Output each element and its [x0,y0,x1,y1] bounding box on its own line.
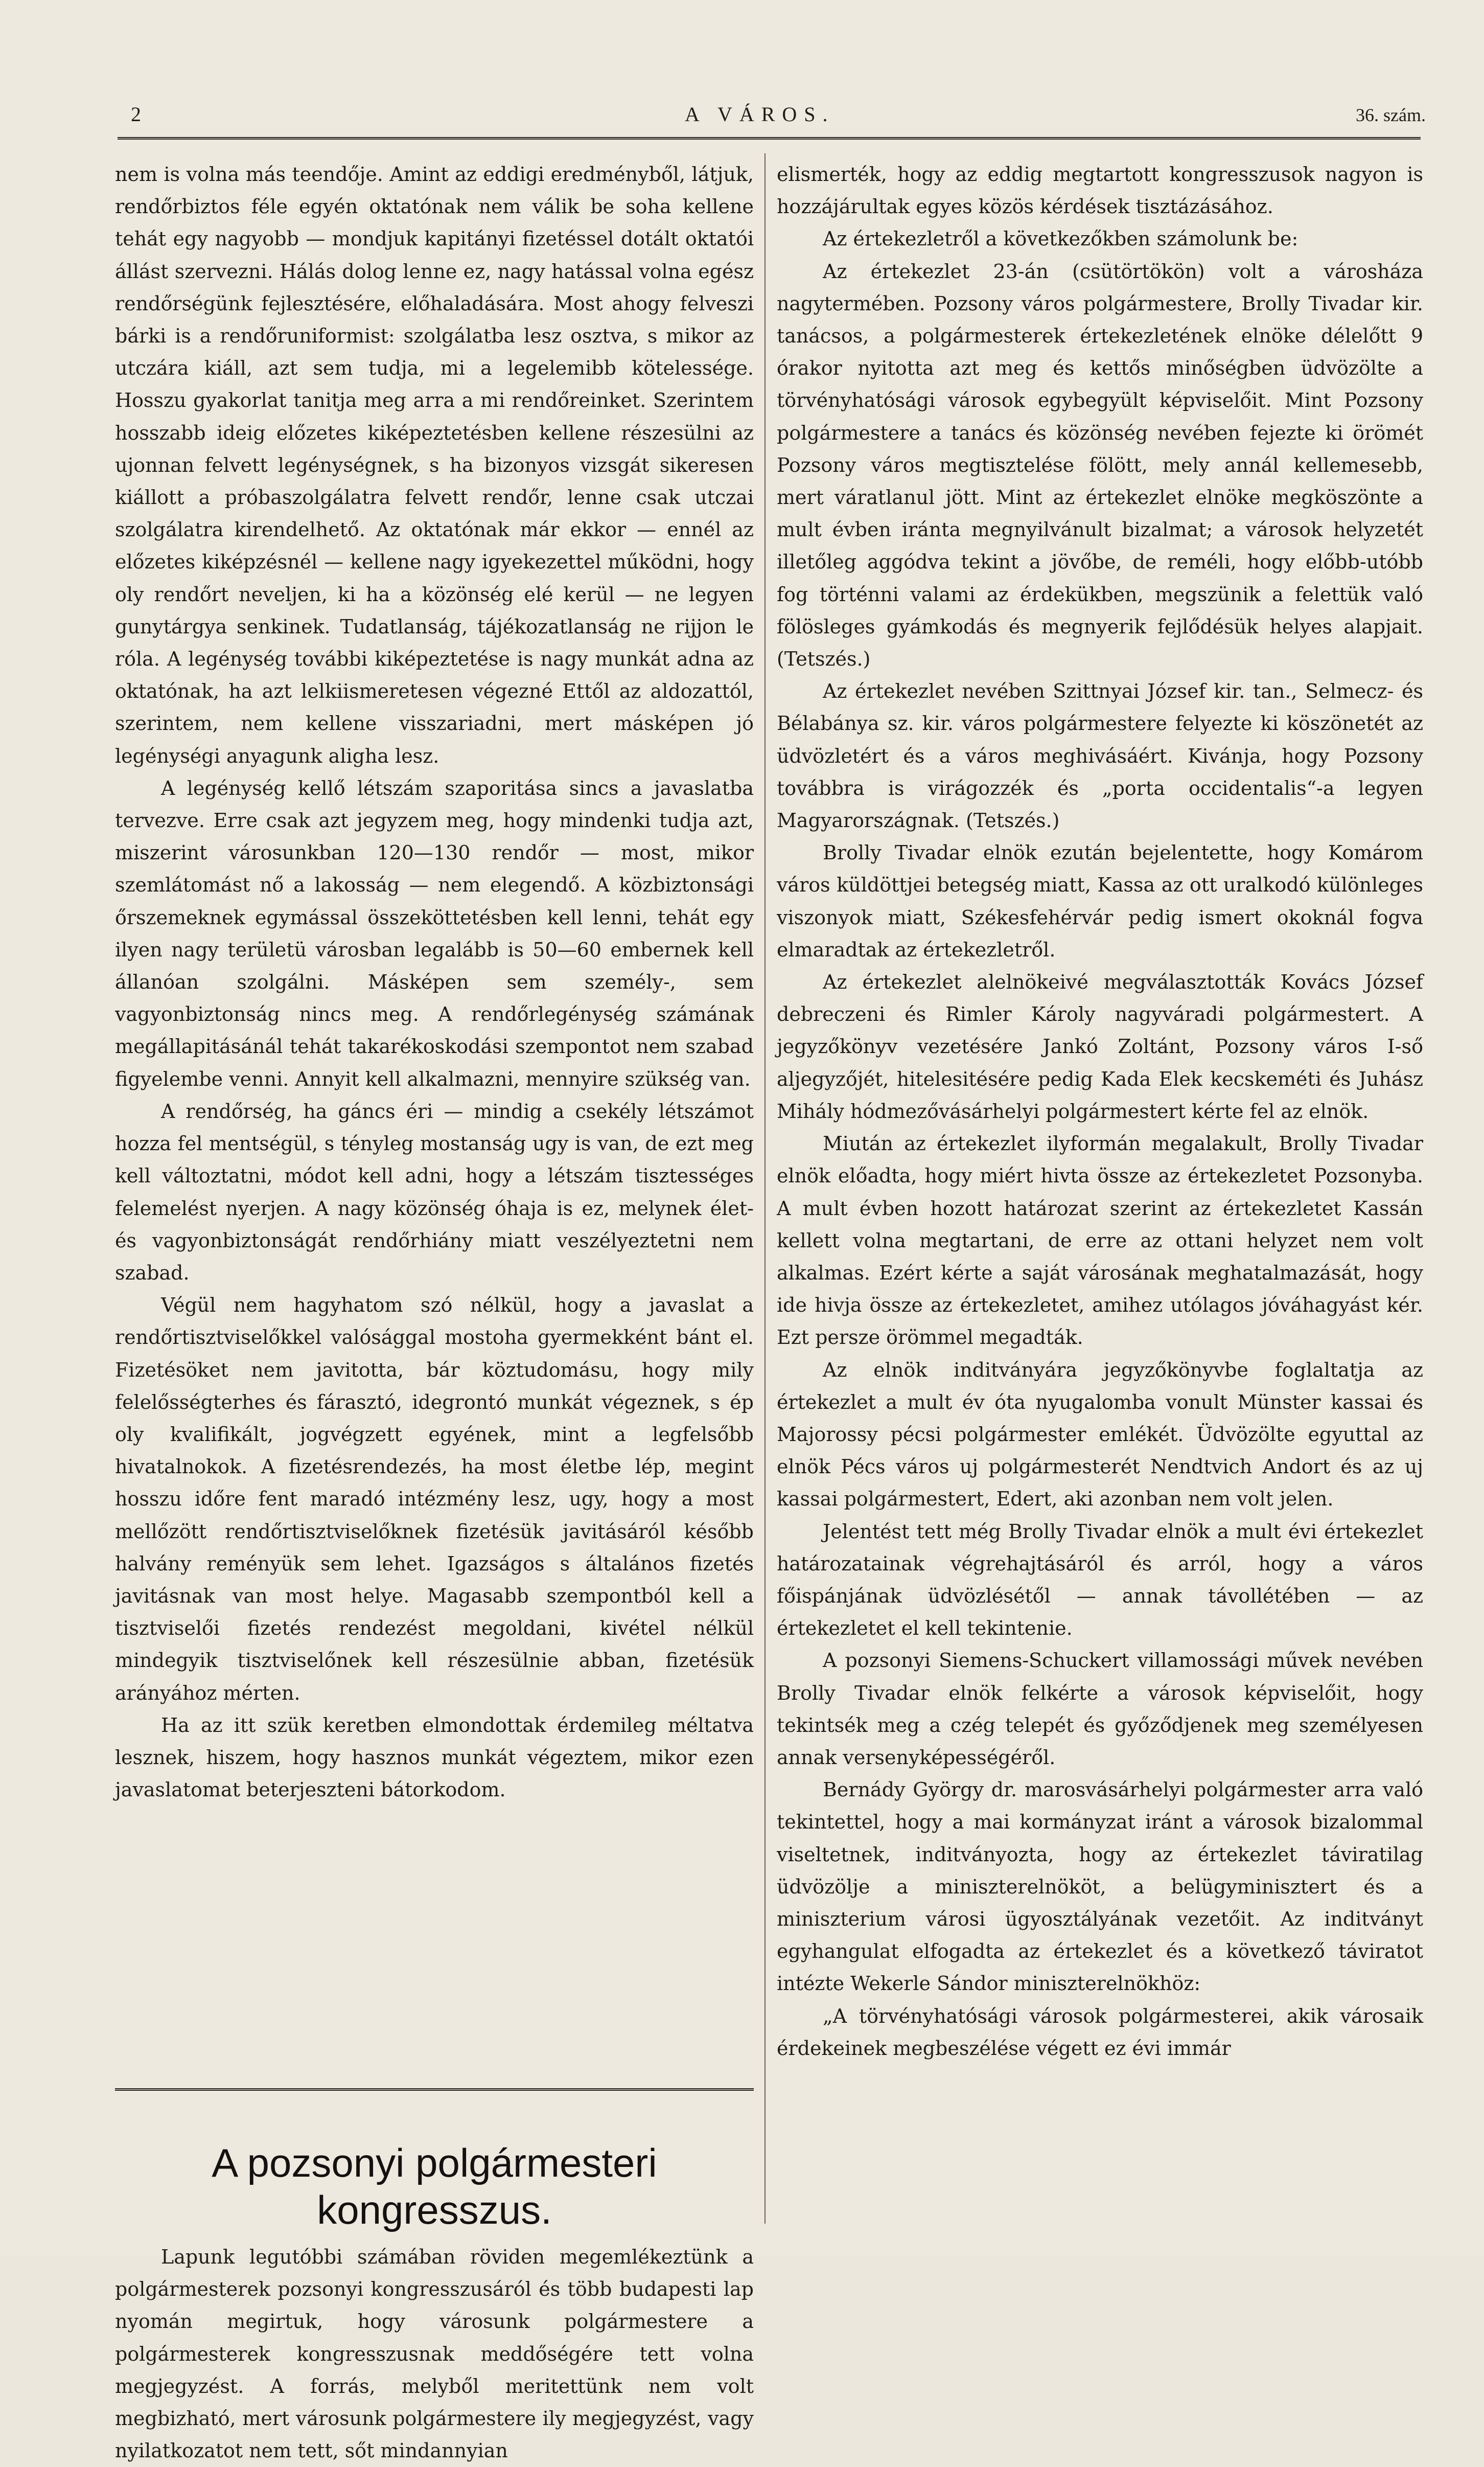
paragraph: Bernády György dr. marosvásárhelyi polgármester arra való tekintettel, hogy a mai kormányzat iránt a városok bizalommal viseltetnek, inditványozta, hogy az értekezlet táviratilag üdvözölje a miniszterelnököt, a belügyminisztert és a miniszterium városi ügyosztályának vezetőit. Az inditványt egyhangulat elfogadta az értekezlet és a következő táviratot intézte Wekerle Sándor miniszterelnökhöz: [777,1778,1423,1995]
paragraph: A pozsonyi Siemens-Schuckert villamossági művek nevében Brolly Tivadar elnök felkérte a városok képviselőit, hogy tekintsék meg a czég telepét és győződjenek meg személyesen annak versenyképességéről. [777,1649,1423,1769]
header-rule [118,137,1421,140]
column-divider [764,153,766,2224]
paragraph: Ha az itt szük keretben elmondottak érdemileg méltatva lesznek, hiszem, hogy hasznos munkát végeztem, mikor ezen javaslatomat beterjeszteni bátorkodom. [115,1714,754,1801]
section-divider [115,2088,754,2091]
paragraph: Az elnök inditványára jegyzőkönyvbe foglaltatja az értekezlet a mult év óta nyugalomba vonult Münster kassai és Majorossy pécsi polgármester emlékét. Üdvözölte egyuttal az elnök Pécs város uj polgármesterét Nendtvich Andort és az uj kassai polgármestert, Edert, aki azonban nem volt jelen. [777,1358,1423,1511]
paragraph: A legénység kellő létszám szaporitása sincs a javaslatba tervezve. Erre csak azt jegyzem meg, hogy mindenki tudja azt, miszerint városunkban 120—130 rendőr — most, mikor szemlátomást nő a lakosság — nem elegendő. A közbiztonsági őrszemeknek egymással összeköttetésben kell lenni, tehát egy ilyen nagy területü városban legalább is 50—60 embernek kell állanóan szolgálni. Másképen sem személy-, sem vagyonbiztonság nincs meg. A rendőrlegénység számának megállapitásánál tehát takarékoskodási szempontot nem szabad figyelembe venni. Annyit kell alkalmazni, mennyire szükség van. [115,776,754,1090]
paragraph: Az értekezletről a következőkben számolunk be: [823,227,1298,250]
paragraph: Végül nem hagyhatom szó nélkül, hogy a javaslat a rendőrtisztviselőkkel valósággal mostoha gyermekként bánt el. Fizetésöket nem javitotta, bár köztudomásu, hogy mily felelősségterhes és fárasztó, idegrontó munkát végeznek, s ép oly kvalifikált, jogvégzett egyének, mint a legfelsőbb hivatalnokok. A fizetésrendezés, ha most életbe lép, megint hosszu időre fent maradó intézmény lesz, ugy, hogy a most mellőzött rendőrtisztviselőknek fizetésük javitásáról később halvány reményük sem lehet. Igazságos s általános fizetés javitásnak van most helye. Magasabb szempontból kell a tisztviselői fizetés rendezést megoldani, kivétel nélkül mindegyik tisztviselőnek kell részesülnie abban, fizetésük arányához mérten. [115,1294,754,1704]
page-number: 2 [131,103,141,126]
issue-number: 36. szám. [1356,105,1426,125]
right-column [777,158,1423,2065]
paragraph: Brolly Tivadar elnök ezután bejelentette, hogy Komárom város küldöttjei betegség miatt, Kassa az ott uralkodó különleges viszonyok miatt, Székesfehérvár pedig ismert okoknál fogva elmaradtak az értekezletről. [777,841,1423,961]
paragraph: Az értekezlet nevében Szittnyai József kir. tan., Selmecz- és Bélabánya sz. kir. város polgármestere felyezte ki köszönetét az üdvözletért és a város meghivásáért. Kivánja, hogy Pozsony továbbra is virágozzék és „porta occidentalis“-a legyen Magyarországnak. (Tetszés.) [777,680,1423,832]
paragraph: nem is volna más teendője. Amint az eddigi eredményből, látjuk, rendőrbiztos féle egyén oktatónak nem válik be soha kellene tehát egy nagyobb — mondjuk kapitányi fizetéssel dotált oktatói állást szervezni. Hálás dolog lenne ez, nagy hatással volna egész rendőrségünk fejlesztésére, előhaladására. Most ahogy felveszi bárki is a rendőruniformist: szolgálatba lesz osztva, s mikor az utczára kiáll, azt sem tudja, mi a legelemibb kötelessége. Hosszu gyakorlat tanitja meg arra a mi rendőreinket. Szerintem hosszabb ideig előzetes kiképeztetésben kellene részesülni az ujonnan felvett legénységnek, s ha bizonyos vizsgát sikeresen kiállott a próbaszolgálatra felvett rendőr, lenne csak utczai szolgálatra kirendelhető. Az oktatónak már ekkor — ennél az előzetes kiképzésnél — kellene nagy igyekezettel működni, hogy oly rendőrt neveljen, ki ha a közönség elé kerül — ne legyen gunytárgya senkinek. Tudatlanság, tájékozatlanság ne rijjon le róla. A legénység további kiképeztetése is nagy munkát adna az oktatónak, ha azt lelkiismeretesen végezné Ettől az aldozattól, szerintem, nem kellene visszariadni, mert másképen jó legénységi anyagunk aligha lesz. [115,163,754,767]
paragraph: „A törvényhatósági városok polgármesterei, akik városaik érdekeinek megbeszélése végett ez évi immár [777,2004,1423,2060]
publication-title: A VÁROS. [685,103,835,126]
article-title: A pozsonyi polgármesteri kongresszus. [212,2140,657,2232]
paragraph: Miután az értekezlet ilyformán megalakult, Brolly Tivadar elnök előadta, hogy miért hivta össze az értekezletet Pozsonyba. A mult évben hozott határozat szerint az értekezletet Kassán kellett volna megtartani, de erre az ottani helyzet nem volt alkalmas. Ezért kérte a saját városának meghatalmazását, hogy ide hivja össze az értekezletet, amihez utólagos jóváhagyást kér. Ezt persze örömmel megadták. [777,1132,1423,1349]
article-body [115,2241,754,2467]
paragraph: A rendőrség, ha gáncs éri — mindig a csekély létszámot hozza fel mentségül, s tényleg mostanság ugy is van, de ezt meg kell változtatni, módot kell adni, hogy a létszám tisztességes felemelést nyerjen. A nagy közönség óhaja is ez, melynek élet- és vagyonbiztonságát rendőrhiány miatt veszélyeztetni nem szabad. [115,1100,754,1284]
paragraph: Jelentést tett még Brolly Tivadar elnök a mult évi értekezlet határozatainak végrehajtásáról és arról, hogy a város főispánjának üdvözlésétől — annak távollétében — az értekezletet el kell tekintenie. [777,1520,1423,1640]
paragraph: Az értekezlet alelnökeivé megválasztották Kovács József debreczeni és Rimler Károly nagyváradi polgármestert. A jegyzőkönyv vezetésére Jankó Zoltánt, Pozsony város I-ső aljegyzőjét, hitelesitésére pedig Kada Elek kecskeméti és Juhász Mihály hódmezővásárhelyi polgármestert kérte fel az elnök. [777,971,1423,1123]
page-header [123,102,1426,138]
left-column [115,158,754,1806]
paragraph: Az értekezlet 23-án (csütörtökön) volt a városháza nagytermében. Pozsony város polgármestere, Brolly Tivadar kir. tanácsos, a polgármesterek értekezletének elnöke délelőtt 9 órakor nyitotta azt meg és kettős minőségben üdvözölte a törvényhatósági városok egybegyült képviselőit. Mint Pozsony polgármestere a tanács és közönség nevében fejezte ki örömét Pozsony város megtisztelése fölött, mely annál kellemesebb, mert váratlanul jött. Mint az értekezlet elnöke megköszönte a mult évben iránta megnyilvánult bizalmat; a városok helyzetét illetőleg aggódva tekint a jövőbe, de reméli, hogy előbb-utóbb fog történni valami az érdekükben, megszünik a felettük való fölösleges gyámkodás és megnyerik fejlődésük helyes alapjait. (Tetszés.) [777,260,1423,671]
paragraph: Lapunk legutóbbi számában röviden megemlékeztünk a polgármesterek pozsonyi kongresszusáról és több budapesti lap nyomán megirtuk, hogy városunk polgármestere a polgármesterek kongresszusnak meddőségére tett volna megjegyzést. A forrás, melyből meritettünk nem volt megbizható, mert városunk polgármestere ily megjegyzést, vagy nyilatkozatot nem tett, sőt mindannyian [115,2246,754,2462]
paragraph: elismerték, hogy az eddig megtartott kongresszusok nagyon is hozzájárultak egyes közös kérdések tisztázásához. [777,163,1423,218]
